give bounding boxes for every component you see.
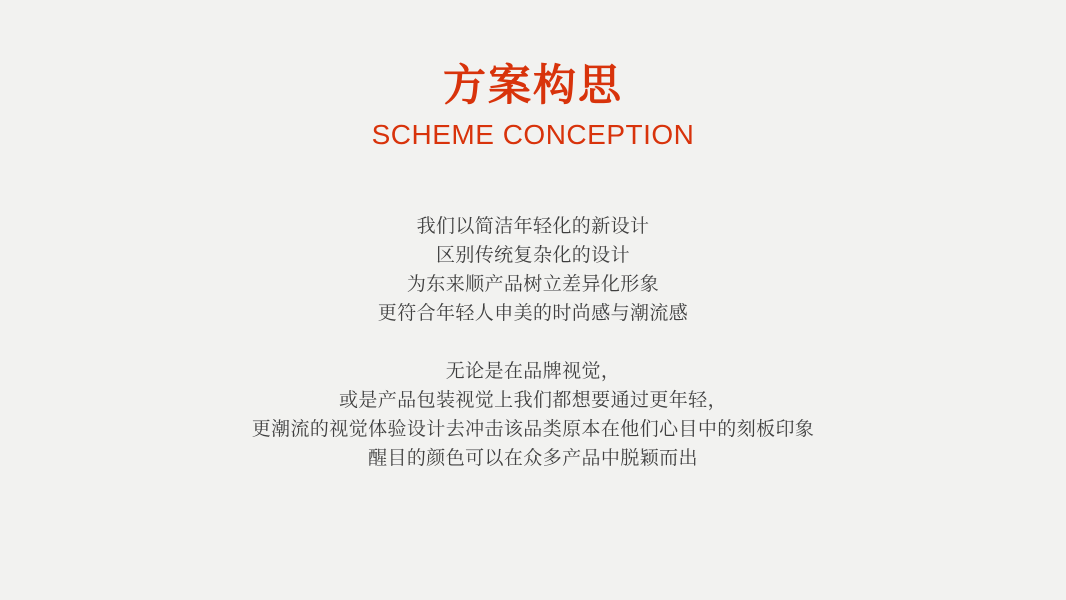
paragraph-1-line-3: 为东来顺产品树立差异化形象 — [406, 273, 660, 295]
paragraph-1 — [0, 212, 1066, 328]
paragraph-2 — [0, 357, 1066, 473]
paragraph-2-line-1: 无论是在品牌视觉， — [445, 360, 621, 382]
paragraph-1-line-4: 更符合年轻人申美的时尚感与潮流感 — [377, 302, 689, 324]
paragraph-2-line-2: 或是产品包装视觉上我们都想要通过更年轻， — [338, 389, 727, 411]
paragraph-1-line-1: 我们以简洁年轻化的新设计 — [416, 215, 650, 237]
body-text-block — [0, 212, 1066, 473]
paragraph-2-line-4: 醒目的颜色可以在众多产品中脱颖而出 — [368, 447, 698, 469]
paragraph-2-line-3: 更潮流的视觉体验设计去冲击该品类原本在他们心目中的刻板印象 — [251, 418, 815, 440]
paragraph-1-line-2: 区别传统复杂化的设计 — [435, 244, 630, 266]
page-title-cn: 方案构思 — [443, 62, 623, 110]
title-block — [0, 62, 1066, 154]
page-title-en: SCHEME CONCEPTION — [371, 119, 695, 151]
